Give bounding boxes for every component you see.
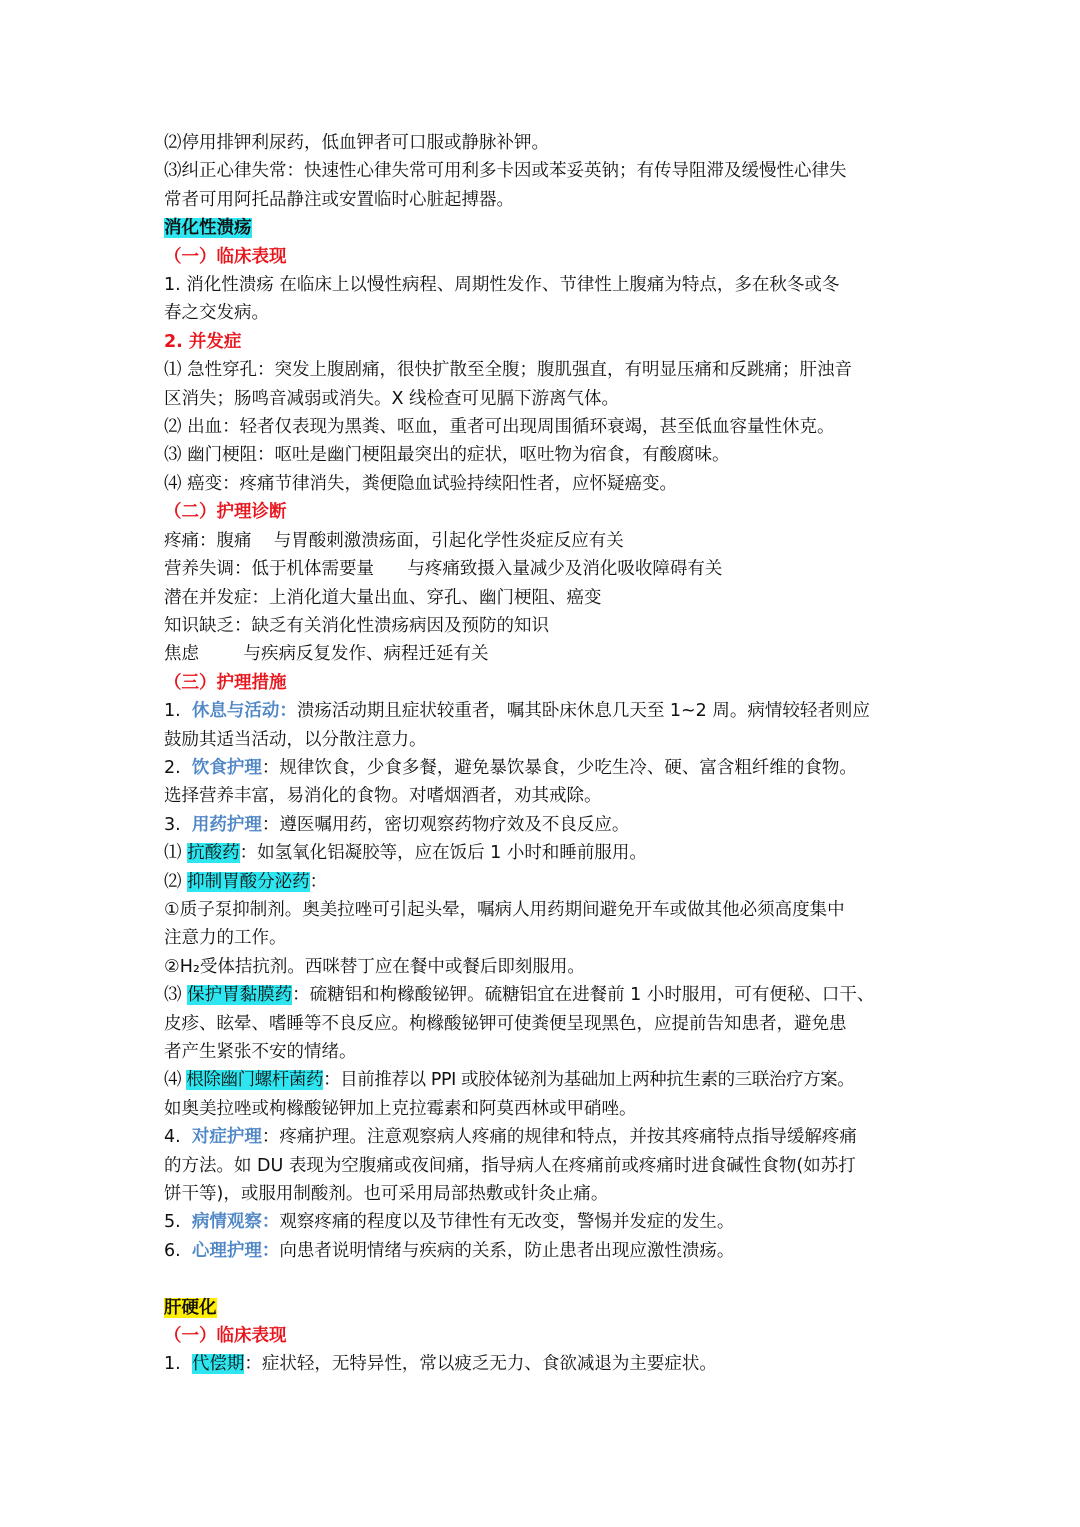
subheading-nursing-diagnosis: （二）护理诊断 — [164, 502, 287, 523]
text-line: ⑷ 癌变：疼痛节律消失，粪便隐血试验持续阳性者，应怀疑癌变。 — [164, 473, 678, 494]
text-line — [164, 754, 934, 782]
text-line — [164, 1237, 934, 1265]
text-line: 鼓励其适当活动，以分散注意力。 — [164, 729, 427, 750]
term-label: 对症护理 — [191, 1127, 262, 1148]
text-line: 常者可用阿托品静注或安置临时心脏起搏器。 — [164, 189, 514, 210]
list-number: ⑵ — [164, 871, 188, 892]
text-line: 注意力的工作。 — [164, 928, 287, 949]
text-line: 区消失；肠鸣音减弱或消失。X 线检查可见膈下游离气体。 — [164, 388, 620, 409]
text-line: ⑶纠正心律失常：快速性心律失常可用利多卡因或苯妥英钠；有传导阻滞及缓慢性心律失 — [164, 161, 847, 182]
term-label: 用药护理 — [191, 814, 262, 835]
term-label: 心理护理： — [191, 1240, 280, 1261]
section-title-cirrhosis — [164, 1294, 934, 1322]
list-number: 5. — [164, 1212, 192, 1233]
text-line: ⑴ 急性穿孔：突发上腹剧痛，很快扩散至全腹；腹肌强直，有明显压痛和反跳痛；肝浊音 — [164, 360, 853, 381]
text-line: ②H₂受体拮抗剂。西咪替丁应在餐中或餐后即刻服用。 — [164, 956, 585, 977]
section-title-peptic-ulcer — [164, 214, 934, 242]
text-line: 的方法。如 DU 表现为空腹痛或夜间痛，指导病人在疼痛前或疼痛时进食碱性食物(如苏打 — [164, 1155, 856, 1176]
term-text: 观察疼痛的程度以及节律性有无改变，警惕并发症的发生。 — [279, 1212, 735, 1233]
list-number: 1. — [164, 701, 192, 722]
text-line — [164, 1208, 934, 1236]
term-text: ： — [309, 871, 328, 892]
text-line — [164, 839, 934, 867]
list-number: ⑷ — [164, 1070, 187, 1091]
text-line: 者产生紧张不安的情绪。 — [164, 1042, 357, 1062]
document-body — [164, 129, 934, 1379]
text-line: 焦虑 与疾病反复发作、病程迁延有关 — [164, 644, 489, 665]
term-label: 休息与活动： — [191, 701, 297, 722]
text-line: 1. 消化性溃疡 在临床上以慢性病程、周期性发作、节律性上腹痛为特点，多在秋冬或冬 — [164, 275, 840, 296]
term-label: 病情观察： — [191, 1212, 280, 1233]
text-line: 春之交发病。 — [164, 303, 269, 324]
term-label: 饮食护理 — [191, 757, 262, 778]
subheading-nursing-measures: （三）护理措施 — [164, 672, 287, 693]
highlighted-term: 保护胃黏膜药 — [187, 985, 293, 1006]
list-number: 1. — [164, 1354, 192, 1375]
text-line — [164, 1066, 934, 1094]
list-number: 4. — [164, 1127, 192, 1148]
term-text: 溃疡活动期且症状较重者，嘱其卧床休息几天至 1~2 周。病情较轻者则应 — [296, 701, 870, 722]
text-line — [164, 1123, 934, 1151]
list-number: 3. — [164, 814, 192, 835]
term-text: ：目前推荐以 PPI 或胶体铋剂为基础加上两种抗生素的三联治疗方案。 — [323, 1070, 855, 1091]
text-line — [164, 981, 934, 1009]
term-text: ：遵医嘱用药，密切观察药物疗效及不良反应。 — [261, 814, 630, 835]
term-text: ：如氢氧化铝凝胶等，应在饭后 1 小时和睡前服用。 — [239, 843, 647, 864]
subheading-complications: 2. 并发症 — [164, 331, 242, 352]
subheading-clinical: （一）临床表现 — [164, 1326, 287, 1347]
text-line — [164, 868, 934, 896]
list-number: 2. — [164, 757, 192, 778]
blank-line — [164, 1265, 934, 1293]
text-line: ①质子泵抑制剂。奥美拉唑可引起头晕，嘱病人用药期间避免开车或做其他必须高度集中 — [164, 899, 845, 920]
highlighted-term: 代偿期 — [191, 1354, 245, 1375]
list-number: 6. — [164, 1240, 192, 1261]
text-line: ⑶ 幽门梗阻：呕吐是幽门梗阻最突出的症状，呕吐物为宿食，有酸腐味。 — [164, 445, 730, 466]
highlighted-term: 根除幽门螺杆菌药 — [186, 1070, 324, 1091]
text-line: 如奥美拉唑或枸橼酸铋钾加上克拉霉素和阿莫西林或甲硝唑。 — [164, 1098, 637, 1119]
text-line: 疼痛：腹痛 与胃酸刺激溃疡面，引起化学性炎症反应有关 — [164, 530, 624, 551]
text-line: ⑵停用排钾利尿药，低血钾者可口服或静脉补钾。 — [164, 133, 549, 153]
highlighted-term: 抗酸药 — [187, 843, 240, 864]
section-title-text: 消化性溃疡 — [164, 218, 252, 239]
text-line: 潜在并发症：上消化道大量出血、穿孔、幽门梗阻、癌变 — [164, 587, 602, 608]
text-line — [164, 697, 934, 725]
text-line: 饼干等)，或服用制酸剂。也可采用局部热敷或针灸止痛。 — [164, 1184, 609, 1205]
term-text: ：硫糖铝和枸橼酸铋钾。硫糖铝宜在进餐前 1 小时服用，可有便秘、口干、 — [292, 985, 875, 1006]
text-line — [164, 1350, 934, 1378]
section-title-text: 肝硬化 — [164, 1297, 217, 1318]
text-line: 选择营养丰富，易消化的食物。对嗜烟酒者，劝其戒除。 — [164, 786, 602, 807]
list-number: ⑴ — [164, 843, 188, 864]
term-text: ：症状轻，无特异性，常以疲乏无力、食欲减退为主要症状。 — [244, 1354, 717, 1375]
text-line: 皮疹、眩晕、嗜睡等不良反应。枸橼酸铋钾可使粪便呈现黑色，应提前告知患者，避免患 — [164, 1013, 847, 1034]
term-text: ：规律饮食，少食多餐，避免暴饮暴食，少吃生冷、硬、富含粗纤维的食物。 — [261, 757, 857, 778]
text-line — [164, 811, 934, 839]
text-line: 知识缺乏：缺乏有关消化性溃疡病因及预防的知识 — [164, 615, 549, 636]
term-text: 向患者说明情绪与疾病的关系，防止患者出现应激性溃疡。 — [279, 1240, 735, 1261]
list-number: ⑶ — [164, 985, 188, 1006]
text-line: 营养失调：低于机体需要量 与疼痛致摄入量减少及消化吸收障碍有关 — [164, 559, 723, 580]
highlighted-term: 抑制胃酸分泌药 — [187, 871, 310, 892]
text-line: ⑵ 出血：轻者仅表现为黑粪、呕血，重者可出现周围循环衰竭，甚至低血容量性休克。 — [164, 417, 835, 438]
term-text: ：疼痛护理。注意观察病人疼痛的规律和特点，并按其疼痛特点指导缓解疼痛 — [261, 1127, 857, 1148]
subheading-clinical: （一）临床表现 — [164, 246, 287, 267]
